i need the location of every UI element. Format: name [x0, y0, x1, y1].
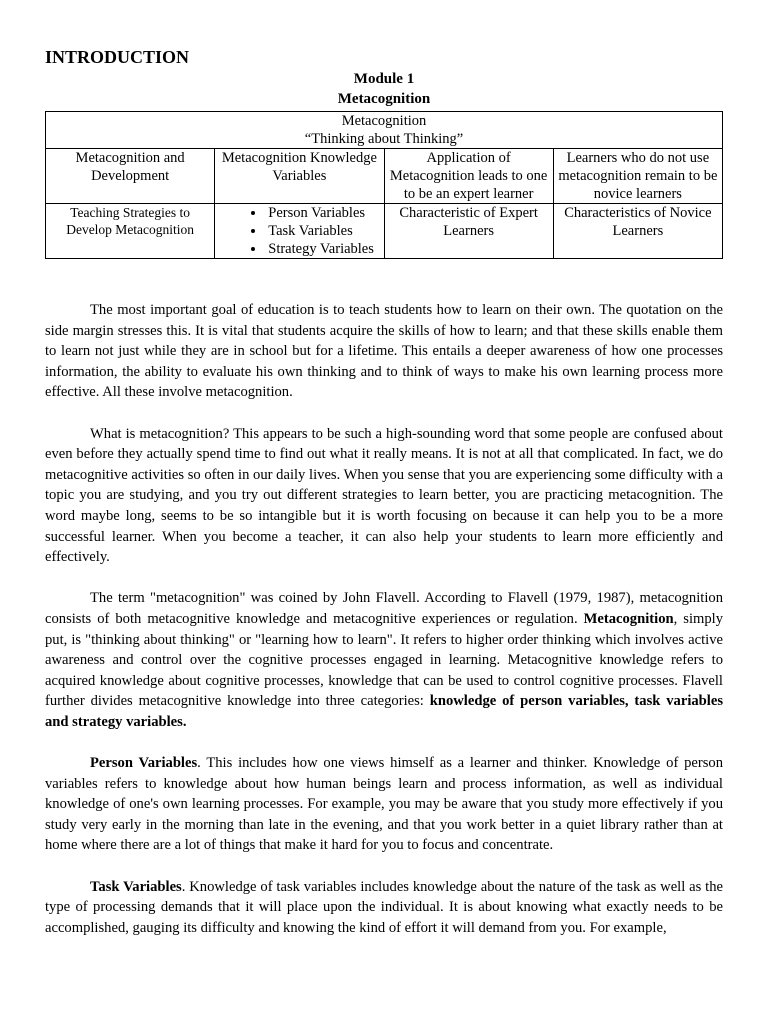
table-cell: Metacognition Knowledge Variables — [215, 149, 384, 204]
introduction-heading: INTRODUCTION — [45, 47, 190, 67]
list-item: • Task Variables — [266, 222, 380, 240]
table-row — [46, 204, 723, 259]
table-cell-variables — [215, 204, 384, 259]
table-cell: Learners who do not use metacognition remain to be novice learners — [553, 149, 722, 204]
paragraph: What is metacognition? This appears to be such a high-sounding word that some people are confused about even before they actually spend time to find out what it really means. It is not at all that complicated. In fact, we do metacognitive activities so often in our daily lives. When you sense that you are experiencing some difficulty with a topic you are studying, and you try out different strategies to learn better, you are practicing metacognition. The word maybe long, seems to be so intangible but it is worth focusing on because it can help you to be a more successful learner. When you become a teacher, it can also help your students to learn more efficiently and effectively. — [45, 425, 723, 566]
table-cell: Teaching Strategies to Develop Metacognition — [46, 204, 215, 259]
variables-list — [218, 204, 380, 258]
paragraph — [45, 753, 723, 856]
table-cell: Metacognition and Development — [46, 149, 215, 204]
list-item: • Person Variables — [266, 204, 380, 222]
text-span: . This includes how one views himself as a learner and thinker. Knowledge of person variables refers to knowledge about how human beings learn and process information, as well as individual knowledge of one's own learning processes. For example, you may be aware that you study more effectively if you study very early in the morning than late in the evening, and that you work better in a quiet library rather than at home where there are a lot of things that make it hard for you to focus and concentrate. — [45, 755, 724, 854]
paragraph: The most important goal of education is to teach students how to learn on their own. The quotation on the side margin stresses this. It is vital that students acquire the skills of how to learn; and that these skills enable them to learn not just while they are in school but for a lifetime. This entails a deeper awareness of how one processes information, the ability to evaluate his own thinking and to think of ways to make his own learning process more effective. All these involve metacognition. — [45, 302, 723, 401]
bold-term: Metacognition — [583, 610, 674, 627]
table-row — [46, 149, 723, 204]
text-span: . Knowledge of task variables includes knowledge about the nature of the task as well as the type of processing demands that it will place upon the individual. It is about knowing what exactly needs to be accomplished, gauging its difficulty and knowing the kind of effort it will demand from you. For example, — [45, 878, 724, 936]
table-header-row — [46, 112, 723, 149]
text-span: The term "metacognition" was coined by John Flavell. According to Flavell (1979, 1987), metacognition consists of both metacognitive knowledge and metacognitive experiences or regulation. — [45, 590, 723, 627]
bold-term: Task Variables — [90, 878, 182, 895]
text-span: , simply put, is "thinking about thinking" or "learning how to learn". It refers to higher order thinking which involves active awareness and control over the cognitive processes engaged in learning. Metacognitive knowledge refers to acquired knowledge about cognitive processes, knowledge that can be used to control cognitive processes. Flavell further divides metacognitive knowledge into three categories: — [45, 610, 723, 710]
table-header-subtitle: “Thinking about Thinking” — [304, 131, 464, 147]
module-title: Metacognition — [337, 91, 431, 107]
list-item: • Strategy Variables — [266, 240, 380, 258]
module-number: Module 1 — [353, 71, 415, 87]
paragraph — [45, 588, 723, 732]
table-cell: Application of Metacognition leads to one to be an expert learner — [384, 149, 553, 204]
table-header-title: Metacognition — [341, 113, 427, 129]
table-cell: Characteristic of Expert Learners — [384, 204, 553, 259]
document-page — [45, 45, 723, 959]
bold-term: Person Variables — [90, 755, 198, 772]
body-text — [45, 300, 723, 938]
paragraph — [45, 877, 723, 939]
bold-term: knowledge of person variables, task variables and strategy variables. — [45, 693, 723, 730]
table-header-cell — [46, 112, 723, 149]
table-cell: Characteristics of Novice Learners — [553, 204, 722, 259]
metacognition-table — [45, 111, 723, 259]
